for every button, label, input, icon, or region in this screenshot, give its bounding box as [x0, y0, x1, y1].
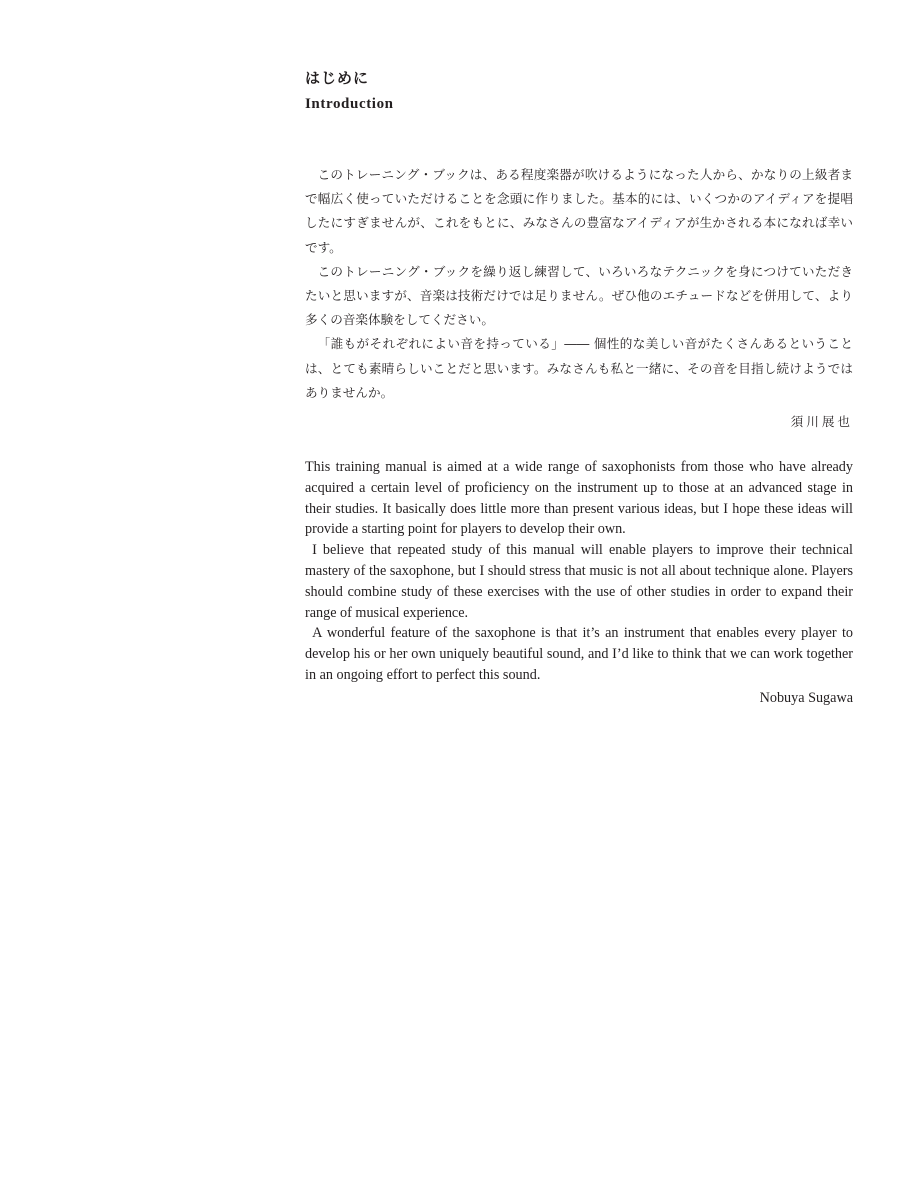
english-text-block	[305, 457, 853, 686]
japanese-paragraph: このトレーニング・ブックを繰り返し練習して、いろいろなテクニックを身につけていただきたいと思いますが、音楽は技術だけでは足りません。ぜひ他のエチュードなどを併用して、より多くの音楽体験をしてください。	[305, 263, 853, 328]
english-paragraph: A wonderful feature of the saxophone is that it’s an instrument that enables every player to develop his or her own uniquely beautiful sound, and I’d like to think that we can work together in an ongoing effort to perfect this sound.	[305, 625, 853, 683]
english-paragraph: I believe that repeated study of this manual will enable players to improve their technical mastery of the saxophone, but I should stress that music is not all about technique alone. Players should combine study of these exercises with the use of other studies in order to expand their range of musical experience.	[305, 542, 853, 621]
japanese-text-block	[305, 163, 853, 405]
author-signature-japanese: 須川展也	[790, 414, 853, 429]
page-title-english: Introduction	[305, 96, 394, 112]
english-paragraph: This training manual is aimed at a wide range of saxophonists from those who have already acquired a certain level of proficiency on the instrument up to those at an advanced stage in their studies. It basically does little more than present various ideas, but I hope these ideas will provide a starting point for players to develop their own.	[305, 459, 853, 538]
page-title-japanese: はじめに	[305, 69, 370, 87]
japanese-paragraph: 「誰もがそれぞれによい音を持っている」―― 個性的な美しい音がたくさんあるということは、とても素晴らしいことだと思います。みなさんも私と一緒に、その音を目指し続けようではありませんか。	[305, 336, 853, 400]
japanese-paragraph: このトレーニング・ブックは、ある程度楽器が吹けるようになった人から、かなりの上級者まで幅広く使っていただけることを念頭に作りました。基本的には、いくつかのアイディアを提唱したにすぎませんが、これをもとに、みなさんの豊富なアイディアが生かされる本になれば幸いです。	[305, 167, 853, 255]
author-signature-english: Nobuya Sugawa	[759, 690, 853, 706]
